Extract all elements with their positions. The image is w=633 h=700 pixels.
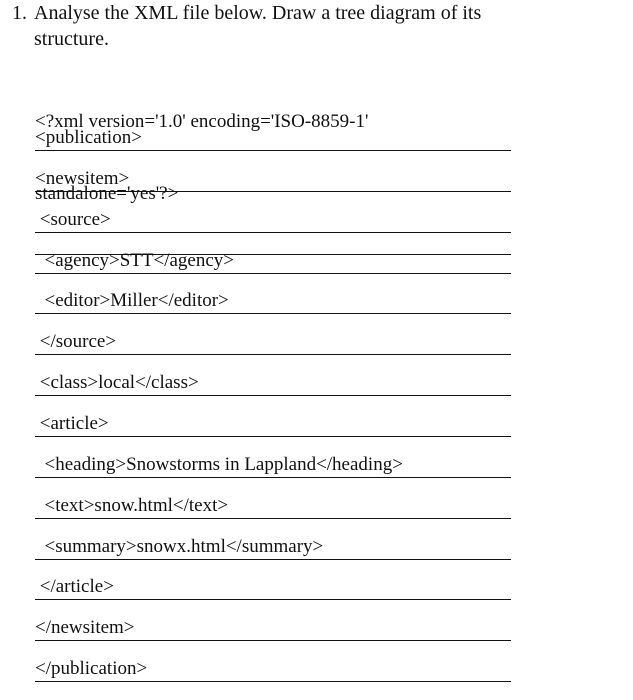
xml-line: </newsitem> [35,616,511,641]
xml-line: <summary>snowx.html</summary> [35,535,511,560]
xml-line: <heading>Snowstorms in Lappland</heading> [35,453,511,478]
xml-line: <source> [35,208,511,233]
question-text [34,0,554,52]
xml-line: <text>snow.html</text> [35,494,511,519]
xml-declaration-line-2: standalone='yes'?> [35,183,179,204]
xml-line: </source> [35,330,511,355]
xml-declaration-line-1: <?xml version='1.0' encoding='ISO-8859-1' [35,111,369,132]
xml-line: <editor>Miller</editor> [35,289,511,314]
xml-line: <publication> [35,126,511,151]
xml-line: <newsitem> [35,167,511,192]
question-number: 1. [12,2,27,24]
xml-line: </article> [35,575,511,600]
xml-line: <class>local</class> [35,371,511,396]
xml-line: <agency>STT</agency> [35,249,511,274]
xml-line: </publication> [35,657,511,682]
xml-line: <article> [35,412,511,437]
question-text-line-2: structure. [34,28,109,50]
question-text-line-1: Analyse the XML file below. Draw a tree diagram of its [34,2,482,24]
